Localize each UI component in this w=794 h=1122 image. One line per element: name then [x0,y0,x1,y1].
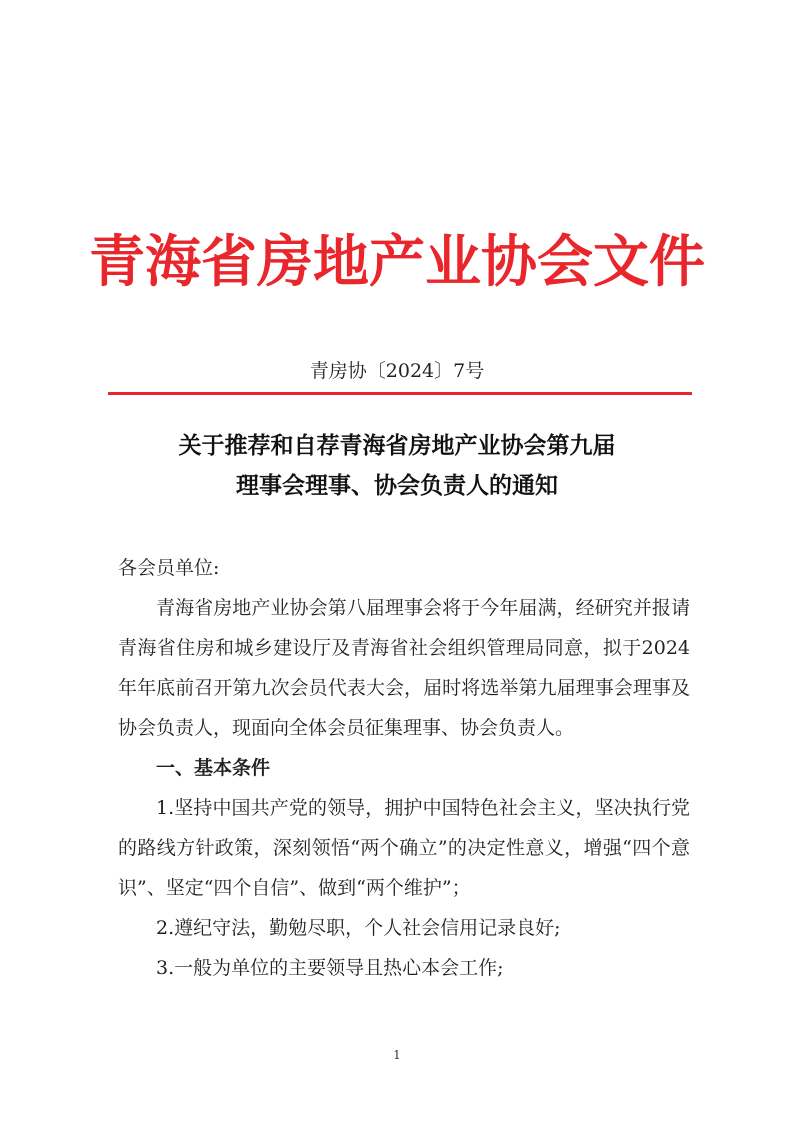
header-red-divider [108,392,692,395]
notice-title [0,426,794,506]
notice-title-line-2: 理事会理事、协会负责人的通知 [236,472,558,499]
notice-title-line-1: 关于推荐和自荐青海省房地产业协会第九届 [178,432,616,459]
condition-item-1: 1.坚持中国共产党的领导，拥护中国特色社会主义，坚决执行党的路线方针政策，深刻领悟“两个确立”的决定性意义，增强“四个意识”、坚定“四个自信”、做到“两个维护”； [118,797,690,899]
section-heading-basic-conditions: 一、基本条件 [156,757,271,779]
document-number: 青房协〔2024〕7号 [309,360,485,382]
salutation: 各会员单位: [118,557,220,579]
page-number: 1 [393,1048,401,1062]
issuing-authority-header: 青海省房地产业协会文件 [89,229,705,295]
notice-body [118,548,690,988]
condition-item-3: 3.一般为单位的主要领导且热心本会工作; [156,957,504,979]
condition-item-2: 2.遵纪守法，勤勉尽职，个人社会信用记录良好; [156,917,561,939]
intro-paragraph: 青海省房地产业协会第八届理事会将于今年届满，经研究并报请青海省住房和城乡建设厅及青海省社会组织管理局同意，拟于2024年年底前召开第九次会员代表大会，届时将选举第九届理事会理事及协会负责人，现面向全体会员征集理事、协会负责人。 [118,597,690,739]
